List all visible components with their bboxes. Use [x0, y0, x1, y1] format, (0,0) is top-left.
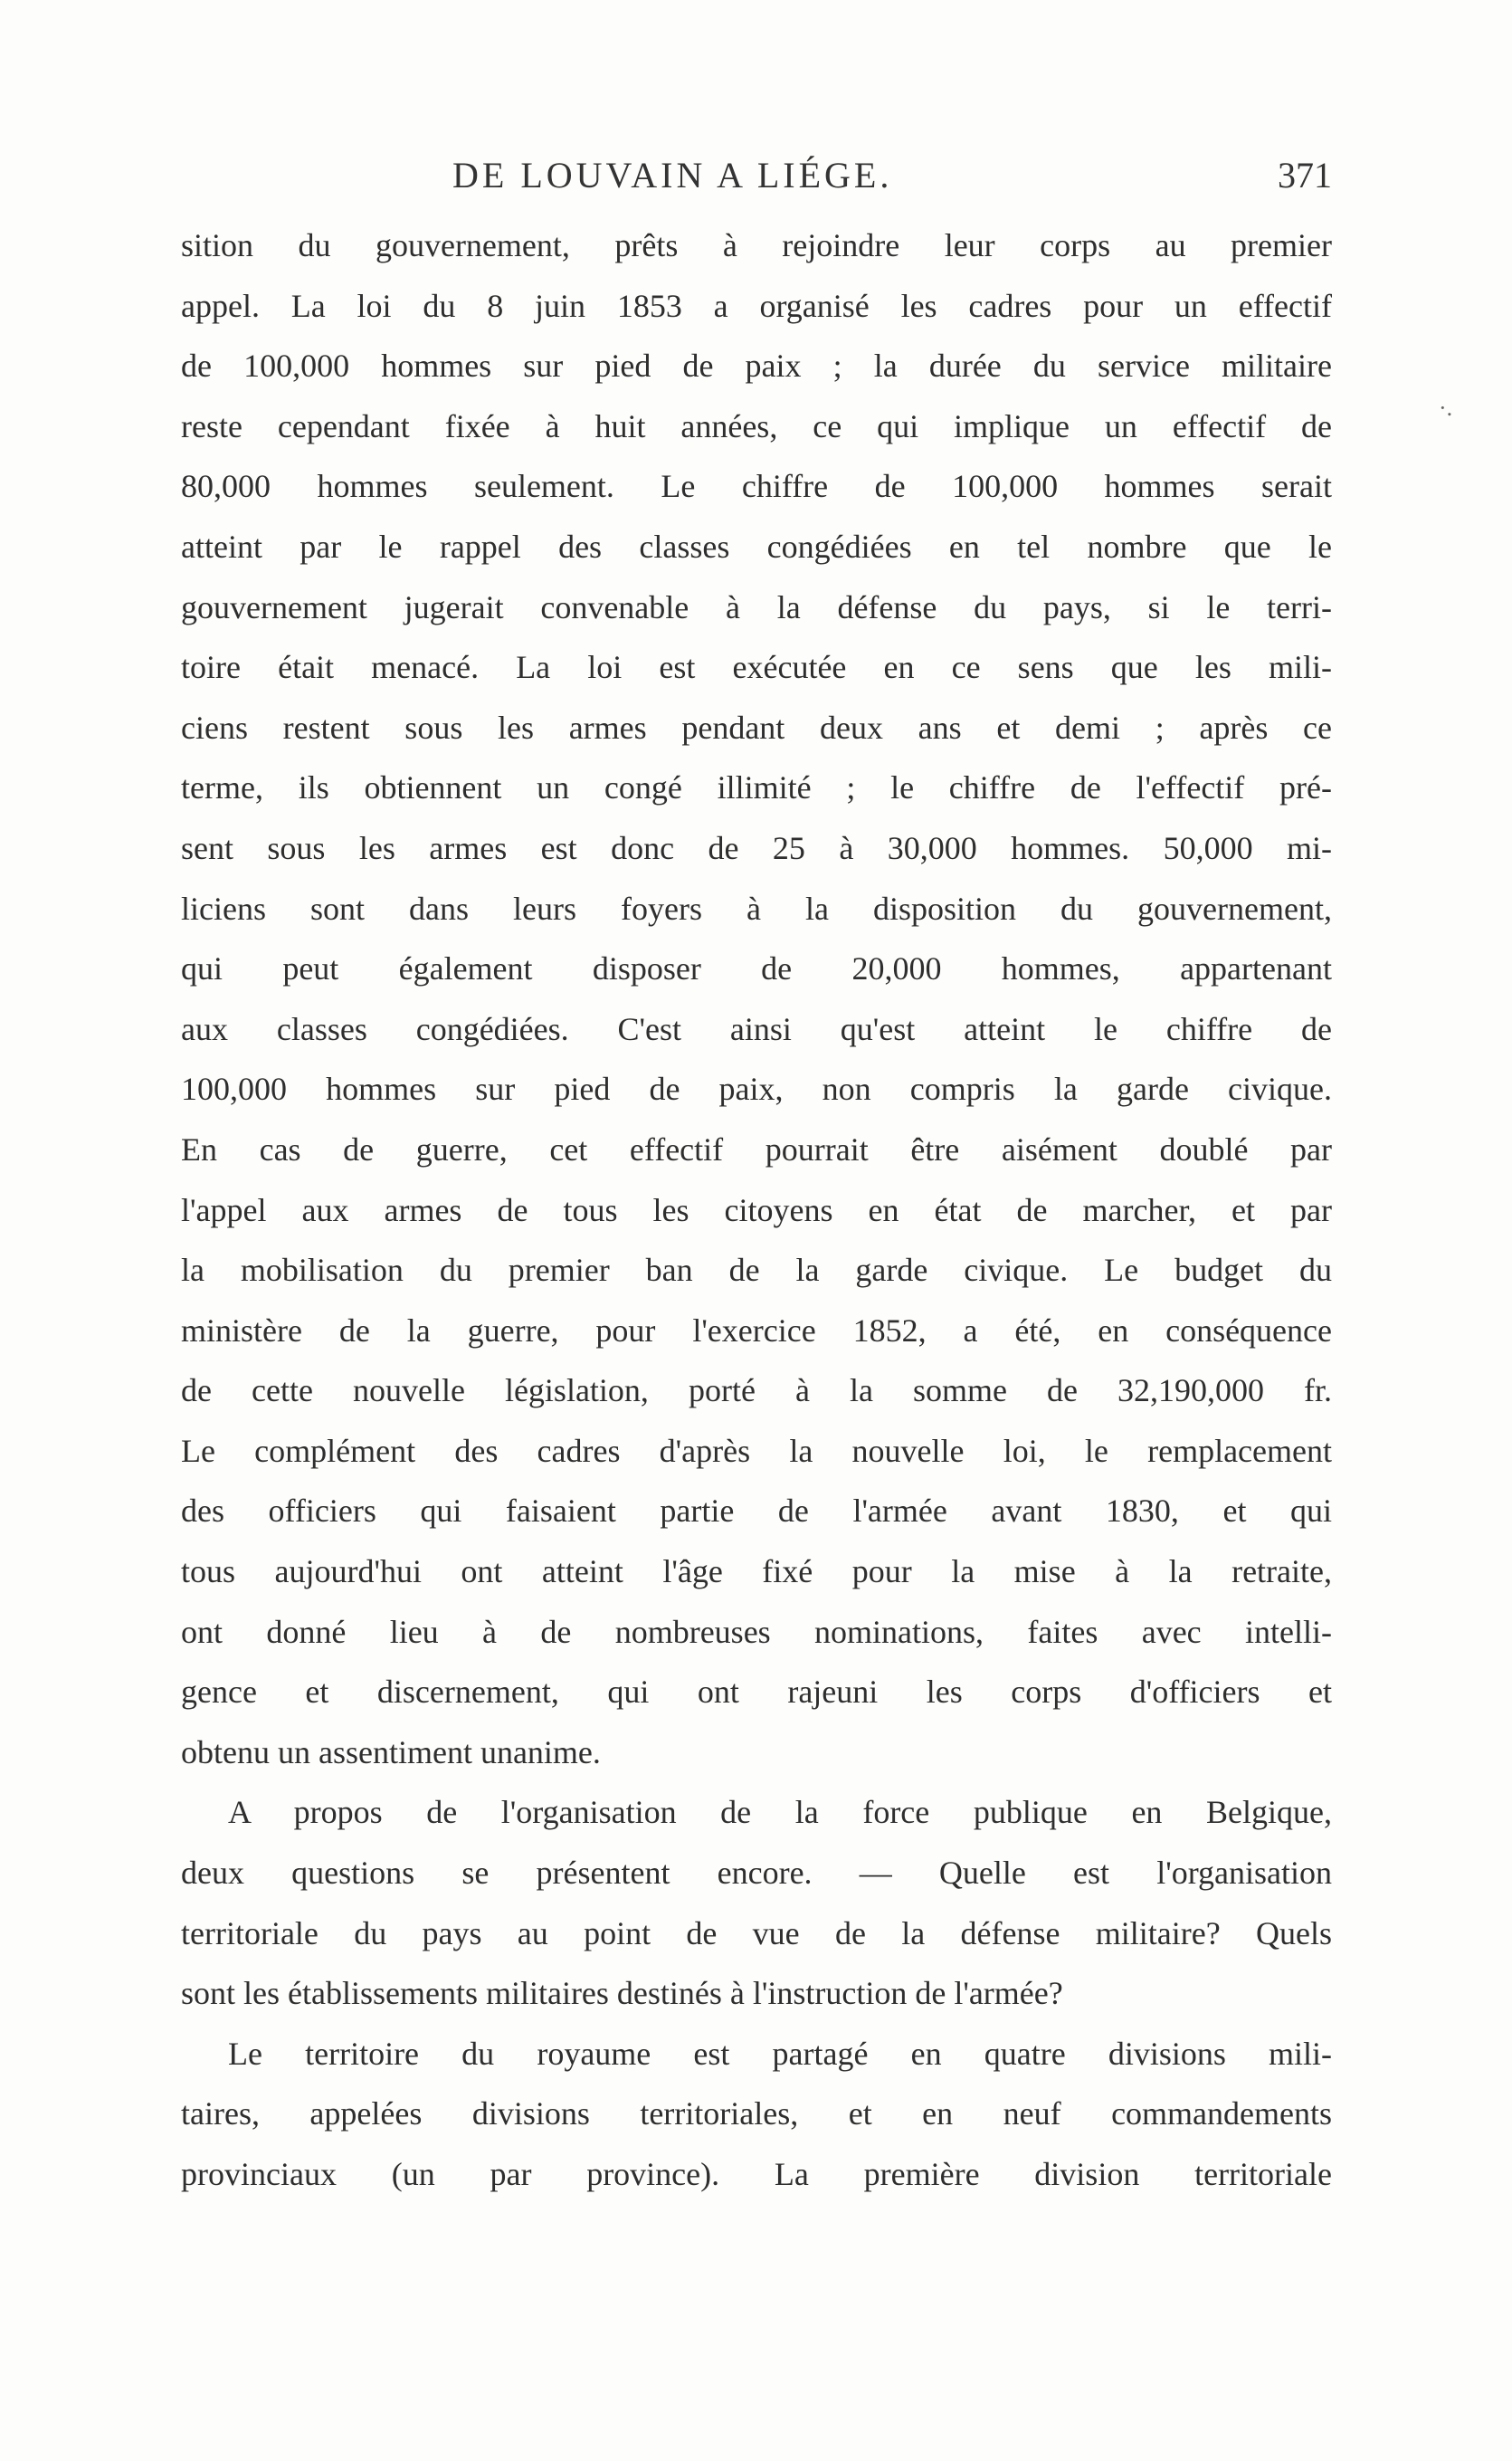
- text-line: gence et discernement, qui ont rajeuni les corps d'officiers et: [181, 1674, 1332, 1711]
- text-line: ciens restent sous les armes pendant deux ans et demi ; après ce: [181, 709, 1332, 746]
- text-line: Le territoire du royaume est partagé en quatre divisions mili-: [228, 2035, 1332, 2072]
- text-line: taires, appelées divisions territoriales, et en neuf commandements: [181, 2095, 1332, 2132]
- text-line: aux classes congédiées. C'est ainsi qu'est atteint le chiffre de: [181, 1010, 1332, 1047]
- text-line: sont les établissements militaires destinés à l'instruction de l'armée?: [181, 1975, 1063, 2012]
- text-line: tous aujourd'hui ont atteint l'âge fixé pour la mise à la retraite,: [181, 1553, 1332, 1590]
- text-line: des officiers qui faisaient partie de l'armée avant 1830, et qui: [181, 1493, 1332, 1530]
- text-line: A propos de l'organisation de la force publique en Belgique,: [228, 1794, 1332, 1831]
- text-line: Le complément des cadres d'après la nouvelle loi, le remplacement: [181, 1432, 1332, 1469]
- text-line: sition du gouvernement, prêts à rejoindre leur corps au premier: [181, 227, 1332, 263]
- text-line: deux questions se présentent encore. — Quelle est l'organisation: [181, 1855, 1332, 1892]
- text-line: gouvernement jugerait convenable à la défense du pays, si le terri-: [181, 588, 1332, 625]
- text-line: la mobilisation du premier ban de la garde civique. Le budget du: [181, 1252, 1332, 1289]
- text-line: appel. La loi du 8 juin 1853 a organisé les cadres pour un effectif: [181, 287, 1332, 324]
- text-line: 80,000 hommes seulement. Le chiffre de 100,000 hommes serait: [181, 468, 1332, 505]
- text-line: obtenu un assentiment unanime.: [181, 1733, 601, 1770]
- text-line: toire était menacé. La loi est exécutée en ce sens que les mili-: [181, 649, 1332, 686]
- body-text: [181, 215, 1332, 2205]
- text-line: l'appel aux armes de tous les citoyens en état de marcher, et par: [181, 1191, 1332, 1228]
- text-line: liciens sont dans leurs foyers à la disposition du gouvernement,: [181, 890, 1332, 927]
- text-line: En cas de guerre, cet effectif pourrait être aisément doublé par: [181, 1130, 1332, 1168]
- text-line: atteint par le rappel des classes congédiées en tel nombre que le: [181, 528, 1332, 565]
- text-line: sent sous les armes est donc de 25 à 30,000 hommes. 50,000 mi-: [181, 829, 1332, 866]
- page-number: 371: [1278, 155, 1332, 196]
- text-line: qui peut également disposer de 20,000 hommes, appartenant: [181, 950, 1332, 987]
- text-line: terme, ils obtiennent un congé illimité ; le chiffre de l'effectif pré-: [181, 769, 1332, 806]
- text-line: reste cependant fixée à huit années, ce qui implique un effectif de: [181, 407, 1332, 444]
- text-line: de cette nouvelle législation, porté à la somme de 32,190,000 fr.: [181, 1372, 1332, 1409]
- text-line: territoriale du pays au point de vue de la défense militaire? Quels: [181, 1914, 1332, 1951]
- text-line: ont donné lieu à de nombreuses nominations, faites avec intelli-: [181, 1613, 1332, 1650]
- margin-mark: ·.: [1439, 395, 1453, 421]
- running-title: DE LOUVAIN A LIÉGE.: [452, 155, 893, 196]
- running-head: [181, 154, 1332, 208]
- text-line: 100,000 hommes sur pied de paix, non compris la garde civique.: [181, 1071, 1332, 1108]
- text-line: provinciaux (un par province). La première division territoriale: [181, 2156, 1332, 2192]
- text-line: ministère de la guerre, pour l'exercice 1852, a été, en conséquence: [181, 1312, 1332, 1349]
- text-line: de 100,000 hommes sur pied de paix ; la durée du service militaire: [181, 348, 1332, 385]
